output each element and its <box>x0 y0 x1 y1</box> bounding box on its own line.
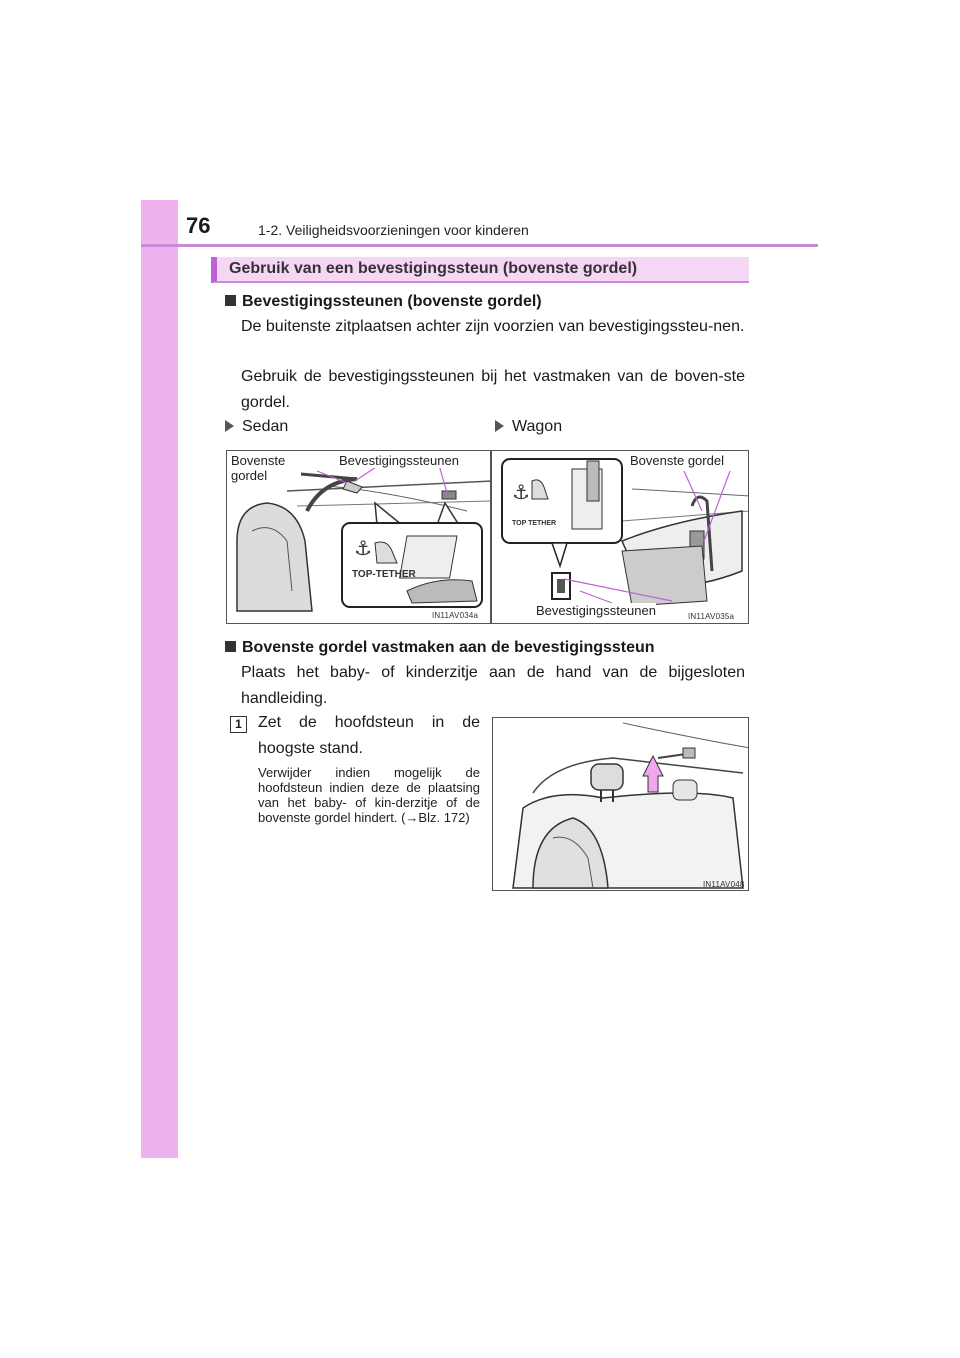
anchors-heading <box>225 293 542 311</box>
variant-label-wagon <box>495 418 562 436</box>
header-rule <box>141 244 818 247</box>
wagon-callout-top-tether: Bovenste gordel <box>630 453 724 468</box>
svg-text:⚓: ⚓ <box>354 536 372 560</box>
triangle-bullet-icon <box>495 420 504 432</box>
step-1-note: Verwijder indien mogelijk de hoofdsteun indien deze de plaatsing van het baby- of kin-derzitje of de bovenste gordel hindert. (→Blz. 172) <box>258 765 480 825</box>
section-title: Gebruik van een bevestigingssteun (bovenste gordel) <box>229 260 638 277</box>
wagon-drawing <box>492 451 749 624</box>
svg-text:⚓: ⚓ <box>512 480 530 504</box>
wagon-callout-anchor: Bevestigingssteunen <box>536 603 656 618</box>
wagon-figure-code: IN11AV035a <box>688 612 735 621</box>
page-number: 76 <box>186 213 211 238</box>
triangle-bullet-icon <box>225 420 234 432</box>
step-1-text: Zet de hoofdsteun in de hoogste stand. <box>258 714 480 757</box>
square-bullet-icon <box>225 295 236 306</box>
headrest-illustration <box>492 717 749 891</box>
attach-heading <box>225 639 655 657</box>
anchors-paragraph-1: De buitenste zitplaatsen achter zijn voorzien van bevestigingssteu-nen. <box>241 318 745 335</box>
wagon-illustration <box>491 450 749 624</box>
step-number-badge: 1 <box>230 716 247 733</box>
anchors-paragraph-2: Gebruik de bevestigingssteunen bij het vastmaken van de boven-ste gordel. <box>241 368 745 411</box>
square-bullet-icon <box>225 641 236 652</box>
attach-heading-text: Bovenste gordel vastmaken aan de bevestigingssteun <box>242 639 655 656</box>
variant-label-sedan <box>225 418 288 436</box>
sedan-illustration <box>226 450 491 624</box>
sedan-symbol-text: TOP-TETHER <box>352 569 416 580</box>
headrest-drawing <box>493 718 749 891</box>
sedan-label: Sedan <box>242 418 289 435</box>
chapter-title: 1-2. Veiligheidsvoorzieningen voor kinderen <box>258 222 529 238</box>
side-color-band <box>141 200 178 1158</box>
section-title-bar <box>211 257 749 283</box>
sedan-figure-code: IN11AV034a <box>432 611 479 620</box>
attach-paragraph: Plaats het baby- of kinderzitje aan de hand van de bijgesloten handleiding. <box>241 664 745 707</box>
sedan-callout-top-tether: Bovenste gordel <box>231 453 301 483</box>
headrest-figure-code: IN11AV048 <box>703 880 745 889</box>
wagon-symbol-text: TOP TETHER <box>512 520 557 527</box>
anchors-heading-text: Bevestigingssteunen (bovenste gordel) <box>242 293 542 310</box>
wagon-label: Wagon <box>512 418 563 435</box>
sedan-callout-anchor: Bevestigingssteunen <box>339 453 459 468</box>
